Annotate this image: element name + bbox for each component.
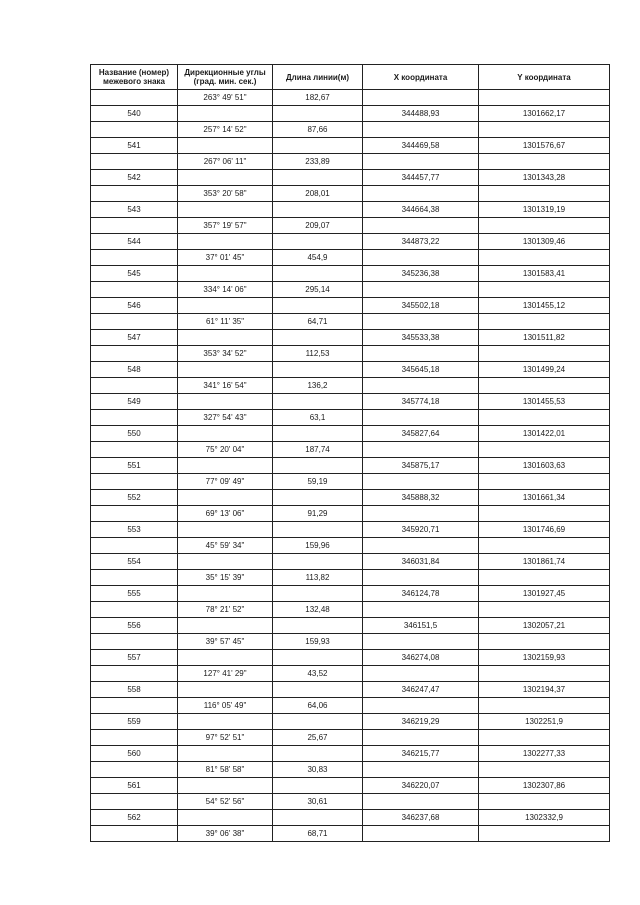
x-coordinate-cell: 344873,22 (363, 234, 479, 250)
empty-cell (91, 698, 178, 714)
length-cell: 25,67 (273, 730, 363, 746)
empty-cell (363, 602, 479, 618)
empty-cell (479, 250, 610, 266)
segment-row (91, 826, 610, 842)
empty-cell (363, 442, 479, 458)
point-name-cell: 555 (91, 586, 178, 602)
point-name-cell: 545 (91, 266, 178, 282)
segment-row (91, 90, 610, 106)
angle-cell: 61° 11' 35" (178, 314, 273, 330)
x-coordinate-cell: 346274,08 (363, 650, 479, 666)
length-cell: 43,52 (273, 666, 363, 682)
empty-cell (91, 666, 178, 682)
length-cell: 87,66 (273, 122, 363, 138)
length-cell: 68,71 (273, 826, 363, 842)
y-coordinate-cell: 1301499,24 (479, 362, 610, 378)
segment-row (91, 730, 610, 746)
empty-cell (178, 746, 273, 762)
angle-cell: 69° 13' 06" (178, 506, 273, 522)
x-coordinate-cell: 346219,29 (363, 714, 479, 730)
empty-cell (91, 762, 178, 778)
point-name-cell: 553 (91, 522, 178, 538)
length-cell: 208,01 (273, 186, 363, 202)
y-coordinate-cell: 1302307,86 (479, 778, 610, 794)
empty-cell (273, 490, 363, 506)
empty-cell (273, 106, 363, 122)
empty-cell (273, 554, 363, 570)
empty-cell (479, 826, 610, 842)
empty-cell (273, 266, 363, 282)
empty-cell (363, 378, 479, 394)
empty-cell (479, 698, 610, 714)
empty-cell (479, 378, 610, 394)
angle-cell: 77° 09' 49" (178, 474, 273, 490)
x-coordinate-cell: 344469,58 (363, 138, 479, 154)
segment-row (91, 794, 610, 810)
x-coordinate-cell: 345774,18 (363, 394, 479, 410)
length-cell: 113,82 (273, 570, 363, 586)
point-row (91, 618, 610, 634)
y-coordinate-cell: 1301319,19 (479, 202, 610, 218)
length-cell: 233,89 (273, 154, 363, 170)
point-row (91, 586, 610, 602)
empty-cell (91, 282, 178, 298)
point-row (91, 298, 610, 314)
length-cell: 295,14 (273, 282, 363, 298)
point-name-cell: 556 (91, 618, 178, 634)
empty-cell (363, 666, 479, 682)
empty-cell (363, 90, 479, 106)
empty-cell (273, 810, 363, 826)
point-name-cell: 547 (91, 330, 178, 346)
x-coordinate-cell: 346031,84 (363, 554, 479, 570)
empty-cell (479, 538, 610, 554)
angle-cell: 78° 21' 52" (178, 602, 273, 618)
length-cell: 30,61 (273, 794, 363, 810)
point-row (91, 810, 610, 826)
angle-cell: 75° 20' 04" (178, 442, 273, 458)
x-coordinate-cell: 344488,93 (363, 106, 479, 122)
empty-cell (479, 346, 610, 362)
empty-cell (363, 346, 479, 362)
angle-cell: 353° 34' 52" (178, 346, 273, 362)
empty-cell (363, 282, 479, 298)
segment-row (91, 186, 610, 202)
empty-cell (273, 650, 363, 666)
empty-cell (273, 682, 363, 698)
point-row (91, 746, 610, 762)
point-name-cell: 549 (91, 394, 178, 410)
empty-cell (178, 682, 273, 698)
empty-cell (91, 346, 178, 362)
empty-cell (178, 106, 273, 122)
angle-cell: 37° 01' 45" (178, 250, 273, 266)
point-name-cell: 551 (91, 458, 178, 474)
point-name-cell: 542 (91, 170, 178, 186)
empty-cell (479, 570, 610, 586)
empty-cell (273, 714, 363, 730)
table-header-row (91, 65, 610, 90)
empty-cell (91, 410, 178, 426)
empty-cell (363, 698, 479, 714)
angle-cell: 127° 41' 29" (178, 666, 273, 682)
empty-cell (91, 794, 178, 810)
empty-cell (91, 634, 178, 650)
empty-cell (273, 298, 363, 314)
empty-cell (363, 570, 479, 586)
point-name-cell: 562 (91, 810, 178, 826)
segment-row (91, 570, 610, 586)
length-cell: 63,1 (273, 410, 363, 426)
angle-cell: 39° 06' 38" (178, 826, 273, 842)
empty-cell (178, 778, 273, 794)
x-coordinate-cell: 345920,71 (363, 522, 479, 538)
length-cell: 136,2 (273, 378, 363, 394)
x-coordinate-cell: 345533,38 (363, 330, 479, 346)
point-row (91, 330, 610, 346)
length-cell: 132,48 (273, 602, 363, 618)
angle-cell: 341° 16' 54" (178, 378, 273, 394)
x-coordinate-cell: 346220,07 (363, 778, 479, 794)
segment-row (91, 666, 610, 682)
empty-cell (273, 394, 363, 410)
empty-cell (273, 522, 363, 538)
length-cell: 182,67 (273, 90, 363, 106)
empty-cell (91, 538, 178, 554)
angle-cell: 267° 06' 11" (178, 154, 273, 170)
segment-row (91, 378, 610, 394)
empty-cell (479, 442, 610, 458)
empty-cell (178, 170, 273, 186)
length-cell: 30,83 (273, 762, 363, 778)
point-row (91, 394, 610, 410)
empty-cell (273, 426, 363, 442)
empty-cell (178, 394, 273, 410)
y-coordinate-cell: 1301662,17 (479, 106, 610, 122)
empty-cell (363, 410, 479, 426)
segment-row (91, 218, 610, 234)
empty-cell (363, 122, 479, 138)
length-cell: 159,93 (273, 634, 363, 650)
point-row (91, 714, 610, 730)
point-name-cell: 543 (91, 202, 178, 218)
empty-cell (273, 234, 363, 250)
point-name-cell: 558 (91, 682, 178, 698)
empty-cell (178, 490, 273, 506)
empty-cell (178, 330, 273, 346)
y-coordinate-cell: 1301455,53 (479, 394, 610, 410)
header-length: Длина линии(м) (273, 65, 363, 90)
empty-cell (273, 746, 363, 762)
angle-cell: 327° 54' 43" (178, 410, 273, 426)
angle-cell: 357° 19' 57" (178, 218, 273, 234)
segment-row (91, 154, 610, 170)
y-coordinate-cell: 1301861,74 (479, 554, 610, 570)
empty-cell (91, 474, 178, 490)
point-name-cell: 548 (91, 362, 178, 378)
point-row (91, 554, 610, 570)
empty-cell (91, 218, 178, 234)
empty-cell (91, 442, 178, 458)
angle-cell: 45° 59' 34" (178, 538, 273, 554)
point-row (91, 458, 610, 474)
y-coordinate-cell: 1302251,9 (479, 714, 610, 730)
empty-cell (479, 634, 610, 650)
empty-cell (479, 666, 610, 682)
empty-cell (273, 170, 363, 186)
x-coordinate-cell: 346247,47 (363, 682, 479, 698)
angle-cell: 39° 57' 45" (178, 634, 273, 650)
empty-cell (91, 250, 178, 266)
y-coordinate-cell: 1301422,01 (479, 426, 610, 442)
y-coordinate-cell: 1301455,12 (479, 298, 610, 314)
empty-cell (273, 458, 363, 474)
empty-cell (91, 570, 178, 586)
segment-row (91, 634, 610, 650)
empty-cell (91, 378, 178, 394)
point-row (91, 778, 610, 794)
segment-row (91, 698, 610, 714)
angle-cell: 54° 52' 56" (178, 794, 273, 810)
empty-cell (91, 90, 178, 106)
point-row (91, 234, 610, 250)
empty-cell (178, 650, 273, 666)
empty-cell (479, 122, 610, 138)
empty-cell (178, 202, 273, 218)
point-row (91, 682, 610, 698)
point-row (91, 426, 610, 442)
point-row (91, 362, 610, 378)
point-name-cell: 557 (91, 650, 178, 666)
x-coordinate-cell: 345827,64 (363, 426, 479, 442)
empty-cell (273, 138, 363, 154)
empty-cell (479, 762, 610, 778)
point-name-cell: 541 (91, 138, 178, 154)
length-cell: 59,19 (273, 474, 363, 490)
empty-cell (178, 714, 273, 730)
y-coordinate-cell: 1302159,93 (479, 650, 610, 666)
empty-cell (479, 154, 610, 170)
angle-cell: 334° 14' 06" (178, 282, 273, 298)
empty-cell (91, 730, 178, 746)
empty-cell (363, 794, 479, 810)
segment-row (91, 442, 610, 458)
y-coordinate-cell: 1302332,9 (479, 810, 610, 826)
point-name-cell: 552 (91, 490, 178, 506)
segment-row (91, 410, 610, 426)
x-coordinate-cell: 345645,18 (363, 362, 479, 378)
point-row (91, 170, 610, 186)
x-coordinate-cell: 345888,32 (363, 490, 479, 506)
point-row (91, 202, 610, 218)
empty-cell (273, 618, 363, 634)
x-coordinate-cell: 345236,38 (363, 266, 479, 282)
segment-row (91, 762, 610, 778)
y-coordinate-cell: 1301343,28 (479, 170, 610, 186)
x-coordinate-cell: 344457,77 (363, 170, 479, 186)
empty-cell (178, 266, 273, 282)
y-coordinate-cell: 1302194,37 (479, 682, 610, 698)
empty-cell (91, 154, 178, 170)
y-coordinate-cell: 1301746,69 (479, 522, 610, 538)
empty-cell (479, 218, 610, 234)
length-cell: 159,96 (273, 538, 363, 554)
angle-cell: 263° 49' 51" (178, 90, 273, 106)
point-row (91, 522, 610, 538)
empty-cell (91, 314, 178, 330)
empty-cell (479, 314, 610, 330)
angle-cell: 35° 15' 39" (178, 570, 273, 586)
empty-cell (178, 618, 273, 634)
table-body (91, 90, 610, 842)
segment-row (91, 538, 610, 554)
empty-cell (363, 218, 479, 234)
empty-cell (479, 730, 610, 746)
segment-row (91, 282, 610, 298)
length-cell: 112,53 (273, 346, 363, 362)
y-coordinate-cell: 1301583,41 (479, 266, 610, 282)
segment-row (91, 250, 610, 266)
empty-cell (363, 154, 479, 170)
length-cell: 91,29 (273, 506, 363, 522)
empty-cell (273, 778, 363, 794)
angle-cell: 353° 20' 58" (178, 186, 273, 202)
y-coordinate-cell: 1302277,33 (479, 746, 610, 762)
empty-cell (273, 362, 363, 378)
empty-cell (363, 730, 479, 746)
y-coordinate-cell: 1301603,63 (479, 458, 610, 474)
empty-cell (178, 234, 273, 250)
empty-cell (178, 458, 273, 474)
length-cell: 454,9 (273, 250, 363, 266)
segment-row (91, 602, 610, 618)
empty-cell (91, 826, 178, 842)
empty-cell (479, 186, 610, 202)
header-angle: Дирекционные углы (град. мин. сек.) (178, 65, 273, 90)
angle-cell: 81° 58' 58" (178, 762, 273, 778)
segment-row (91, 474, 610, 490)
x-coordinate-cell: 346215,77 (363, 746, 479, 762)
empty-cell (178, 586, 273, 602)
segment-row (91, 346, 610, 362)
length-cell: 64,71 (273, 314, 363, 330)
empty-cell (479, 602, 610, 618)
length-cell: 64,06 (273, 698, 363, 714)
segment-row (91, 506, 610, 522)
empty-cell (363, 314, 479, 330)
empty-cell (363, 186, 479, 202)
empty-cell (178, 522, 273, 538)
point-name-cell: 560 (91, 746, 178, 762)
x-coordinate-cell: 345875,17 (363, 458, 479, 474)
x-coordinate-cell: 345502,18 (363, 298, 479, 314)
empty-cell (91, 122, 178, 138)
empty-cell (479, 90, 610, 106)
empty-cell (91, 602, 178, 618)
empty-cell (178, 810, 273, 826)
empty-cell (178, 554, 273, 570)
point-name-cell: 550 (91, 426, 178, 442)
empty-cell (178, 426, 273, 442)
x-coordinate-cell: 346151,5 (363, 618, 479, 634)
point-row (91, 650, 610, 666)
point-name-cell: 554 (91, 554, 178, 570)
header-y: Y координата (479, 65, 610, 90)
point-row (91, 490, 610, 506)
angle-cell: 257° 14' 52" (178, 122, 273, 138)
point-row (91, 138, 610, 154)
empty-cell (363, 538, 479, 554)
point-row (91, 106, 610, 122)
empty-cell (479, 282, 610, 298)
empty-cell (273, 586, 363, 602)
empty-cell (273, 202, 363, 218)
header-x: X координата (363, 65, 479, 90)
header-name: Название (номер) межевого знака (91, 65, 178, 90)
segment-row (91, 314, 610, 330)
empty-cell (91, 186, 178, 202)
empty-cell (178, 298, 273, 314)
x-coordinate-cell: 346124,78 (363, 586, 479, 602)
empty-cell (363, 634, 479, 650)
point-name-cell: 546 (91, 298, 178, 314)
point-name-cell: 540 (91, 106, 178, 122)
y-coordinate-cell: 1301309,46 (479, 234, 610, 250)
survey-table (90, 64, 610, 842)
x-coordinate-cell: 344664,38 (363, 202, 479, 218)
empty-cell (363, 826, 479, 842)
point-row (91, 266, 610, 282)
empty-cell (479, 474, 610, 490)
empty-cell (479, 506, 610, 522)
empty-cell (363, 474, 479, 490)
angle-cell: 116° 05' 49" (178, 698, 273, 714)
empty-cell (178, 362, 273, 378)
point-name-cell: 561 (91, 778, 178, 794)
y-coordinate-cell: 1301511,82 (479, 330, 610, 346)
y-coordinate-cell: 1302057,21 (479, 618, 610, 634)
y-coordinate-cell: 1301576,67 (479, 138, 610, 154)
x-coordinate-cell: 346237,68 (363, 810, 479, 826)
empty-cell (363, 506, 479, 522)
empty-cell (479, 794, 610, 810)
y-coordinate-cell: 1301927,45 (479, 586, 610, 602)
empty-cell (363, 762, 479, 778)
segment-row (91, 122, 610, 138)
empty-cell (273, 330, 363, 346)
y-coordinate-cell: 1301661,34 (479, 490, 610, 506)
empty-cell (91, 506, 178, 522)
length-cell: 187,74 (273, 442, 363, 458)
point-name-cell: 559 (91, 714, 178, 730)
empty-cell (178, 138, 273, 154)
length-cell: 209,07 (273, 218, 363, 234)
point-name-cell: 544 (91, 234, 178, 250)
angle-cell: 97° 52' 51" (178, 730, 273, 746)
empty-cell (363, 250, 479, 266)
empty-cell (479, 410, 610, 426)
